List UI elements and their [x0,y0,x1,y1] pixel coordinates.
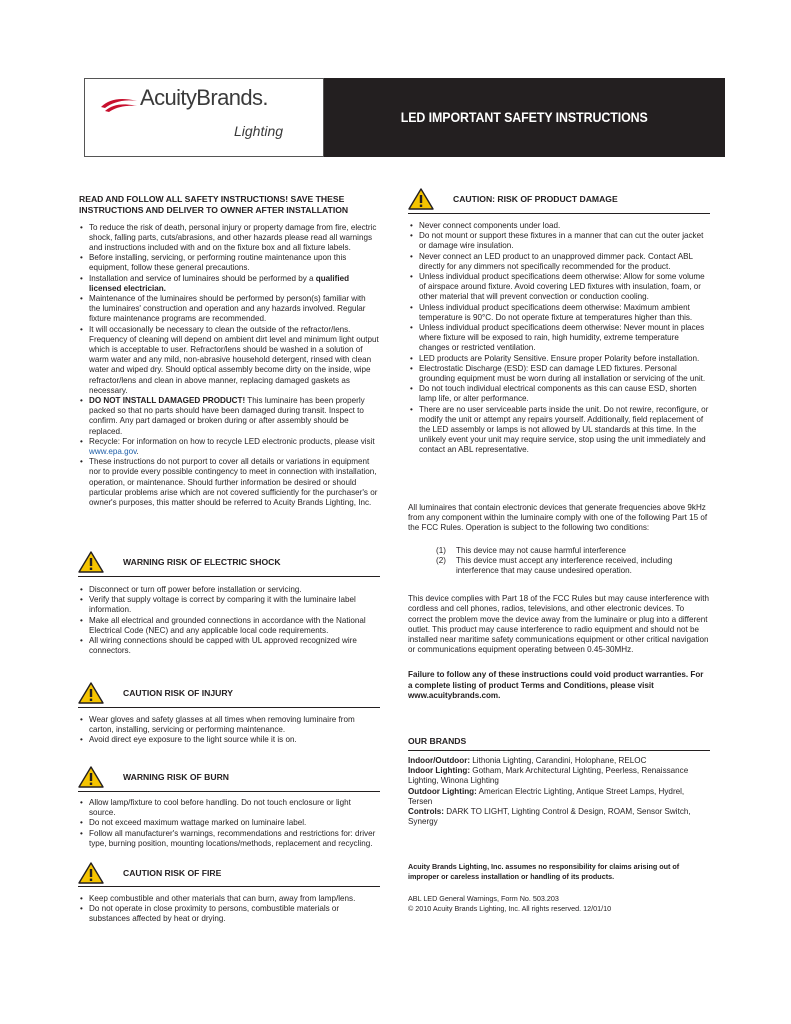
list-item: • Wear gloves and safety glasses at all times when removing luminaire from carton, installing, servicing or performing maintenance. [79,715,379,735]
list-item: • Never connect an LED product to an unapproved dimmer pack. Contact ABL directly for any dimmers not specifically recommended for the product. [409,252,709,272]
brands-section [408,756,710,827]
list-item: • Do not exceed maximum wattage marked on luminaire label. [79,818,379,828]
form-number: ABL LED General Warnings, Form No. 503.203 [408,894,559,904]
brand-category: Indoor Lighting: [408,766,471,776]
list-item: • Keep combustible and other materials that can burn, away from lamp/lens. [79,894,379,904]
list-item: • Before installing, servicing, or performing routine maintenance upon this equipment, follow these general precautions. [79,253,379,273]
brand-row [408,787,710,807]
list-item: • Unless individual product specifications deem otherwise: Never mount in places where fixture will be exposed to rain, high humidity, extreme temperature changes or restricted ventilation. [409,323,709,354]
epa-link[interactable]: www.epa.gov [89,447,137,457]
list-item: • All wiring connections should be capped with UL approved recognized wire connectors. [79,636,379,656]
fire-caution-label: CAUTION RISK OF FIRE [123,868,222,878]
list-item: • These instructions do not purport to cover all details or variations in equipment nor to provide every possible contingency to meet in connection with installation, operation, or maintenance. Should further information be desired or should particular problems arise which are not covered sufficiently for the purchaser's or owner's purposes, this matter should be referred to Acuity Brands Lighting, Inc. [79,457,379,508]
list-item: • Allow lamp/fixture to cool before handling. Do not touch enclosure or light source. [79,798,379,818]
list-item [79,396,379,437]
list-item: • Electrostatic Discharge (ESD): ESD can damage LED fixtures. Personal grounding equipment must be worn during all installation or servicing of the unit. [409,364,709,384]
list-item: • Make all electrical and grounded connections in accordance with the National Electrical Code (NEC) and any applicable local code requirements. [79,616,379,636]
brand-category: Outdoor Lighting: [408,786,477,796]
warning-triangle-icon [78,682,104,704]
divider [408,750,710,751]
divider [408,213,710,214]
fcc-part18: This device complies with Part 18 of the FCC Rules but may cause interference with cordless and cell phones, radios, televisions, and other electronic devices. To correct the problem move the device away from the luminaire or plug into a different outlet. This product may cause interference to radio equipment and should not be installed near maritime safety communications equipment or other critical navigation or communications equipment operating between 0.45-30MHz. [408,594,709,655]
list-item: • It will occasionally be necessary to clean the outside of the refractor/lens. Frequency of cleaning will depend on ambient dirt level and minimum light output which is acceptable to user. Refractor/lens should be washed in a solution of warm water and any mild, non-abrasive household detergent, rinsed with clean water and wiped dry. Should optical assembly become dirty on the inside, wipe refractor/lens and clean in above manner, replacing damaged gaskets as necessary. [79,325,379,396]
shock-warning-label: WARNING RISK OF ELECTRIC SHOCK [123,557,281,567]
burn-section [79,798,379,849]
logo-sub: Lighting [234,123,284,139]
copyright: © 2010 Acuity Brands Lighting, Inc. All rights reserved. 12/01/10 [408,903,612,913]
fire-caution-header [78,862,221,884]
list-item: • Do not operate in close proximity to persons, combustible materials or substances affected by heat or drying. [79,904,379,924]
list-item: • Maintenance of the luminaires should be performed by person(s) familiar with the luminaires' construction and operation and any hazards involved. Regular fixture maintenance programs are recommended. [79,294,379,325]
warning-triangle-icon [78,862,104,884]
condition-text: This device may not cause harmful interference [456,545,627,555]
damage-caution-header [408,188,618,210]
logo-box [84,78,324,157]
qualified-bold: qualified licensed electrician. [89,273,350,293]
page-title: LED IMPORTANT SAFETY INSTRUCTIONS [401,110,648,125]
divider [78,791,380,792]
brand-row [408,766,710,786]
list-item [436,556,710,576]
intro-list [79,223,379,509]
condition-text: This device must accept any interference received, including interference that may cause undesired operation. [456,555,673,576]
brand-list: Lithonia Lighting, Carandini, Holophane, RELOC [472,756,647,765]
footer-section [408,862,708,913]
list-item: • LED products are Polarity Sensitive. Ensure proper Polarity before installation. [409,354,709,364]
list-item: • To reduce the risk of death, personal injury or property damage from fire, electric shock, falling parts, cuts/abrasions, and other hazards please read all warnings and instructions included with and on the fixture box and all fixture labels. [79,223,379,254]
brand-list: DARK TO LIGHT, Lighting Control & Design, ROAM, Sensor Switch, Synergy [408,807,691,827]
brand-row [408,756,710,766]
warning-triangle-icon [408,188,434,210]
list-item: • Follow all manufacturer's warnings, recommendations and restrictions for: driver type, burning position, mounting locations/methods, replacement and recycling. [79,829,379,849]
disclaimer: Acuity Brands Lighting, Inc. assumes no responsibility for claims arising out of improper or careless installation or handling of its products. [408,862,680,881]
list-item: • There are no user serviceable parts inside the unit. Do not rewire, reconfigure, or modify the unit or attempt any repairs yourself. Additionally, field replacement of the LED assembly or lamps is not allowed by UL standards at this time. In the unlikely event your unit may require service, stop using the unit immediately and contact an ABL representative. [409,405,709,456]
damage-caution-label: CAUTION: RISK OF PRODUCT DAMAGE [453,194,618,204]
list-item: • Unless individual product specifications deem otherwise: Maximum ambient temperature is 90°C. Do not operate fixture at temperatures higher than this. [409,303,709,323]
divider [78,707,380,708]
condition-number: (2) [436,555,446,565]
injury-section [79,715,379,746]
list-item: • Do not touch individual electrical components as this can cause ESD, shorten lamp life, or alter performance. [409,384,709,404]
title-bar [324,78,725,157]
brands-heading: OUR BRANDS [408,736,467,746]
list-item-text: Recycle: For information on how to recycle LED electronic products, please visit [89,436,375,446]
brand-row [408,807,710,827]
shock-section [79,585,379,656]
shock-warning-header [78,551,281,573]
list-item: • Recycle: For information on how to recycle LED electronic products, please visit www.epa.gov. [79,437,379,457]
intro-heading-2: INSTRUCTIONS AND DELIVER TO OWNER AFTER INSTALLATION [79,204,349,215]
list-item-text: Installation and service of luminaires should be performed by a [89,273,314,283]
damaged-bold: DO NOT INSTALL DAMAGED PRODUCT! [89,396,246,406]
failure-notice: Failure to follow any of these instructions could void product warranties. For a complete listing of product Terms and Conditions, please visit www.acuitybrands.com. [408,670,704,700]
logo-brand: AcuityBrands. [140,85,268,110]
intro-heading-1: READ AND FOLLOW ALL SAFETY INSTRUCTIONS! SAVE THESE [79,194,345,204]
list-item: • Unless individual product specifications deem otherwise: Allow for some volume of airspace around fixture. Avoid covering LED fixtures with insulation, foam, or other material that will prevent convection or conduction cooling. [409,272,709,303]
list-item-text: This luminaire has been properly packed so that no parts should have been damaged during transit. Inspect to confirm. Any part damaged or broken during or after assembly should be replaced. [89,396,365,436]
injury-caution-header [78,682,233,704]
fcc-intro: All luminaires that contain electronic devices that generate frequencies above 9kHz from any component within the luminaire comply with one of the following Part 15 of the FCC Rules. Operation is subject to the following two conditions: [408,503,708,533]
list-item: • Verify that supply voltage is correct by comparing it with the luminaire label information. [79,595,379,615]
burn-warning-label: WARNING RISK OF BURN [123,772,229,782]
warning-triangle-icon [78,551,104,573]
injury-caution-label: CAUTION RISK OF INJURY [123,688,233,698]
list-item: • Never connect components under load. [409,221,709,231]
divider [78,886,380,887]
list-item: • Disconnect or turn off power before installation or servicing. [79,585,379,595]
brand-list: Gotham, Mark Architectural Lighting, Peerless, Renaissance Lighting, Winona Lighting [408,766,689,786]
damage-section [409,221,709,456]
condition-number: (1) [436,545,446,555]
fcc-section [408,503,710,701]
conditions-list [436,546,710,577]
list-item: • Do not mount or support these fixtures in a manner that can cut the outer jacket or damage wire insulation. [409,231,709,251]
list-item: • Avoid direct eye exposure to the light source while it is on. [79,735,379,745]
list-item [436,546,710,556]
brand-category: Indoor/Outdoor: [408,756,471,765]
intro-section [79,194,379,508]
fire-section [79,894,379,925]
acuity-swoosh-icon [99,95,141,119]
list-item [79,274,379,294]
divider [78,576,380,577]
brand-category: Controls: [408,807,444,817]
brand-list: American Electric Lighting, Antique Street Lamps, Hydrel, Tersen [408,786,685,806]
warning-triangle-icon [78,766,104,788]
burn-warning-header [78,766,229,788]
